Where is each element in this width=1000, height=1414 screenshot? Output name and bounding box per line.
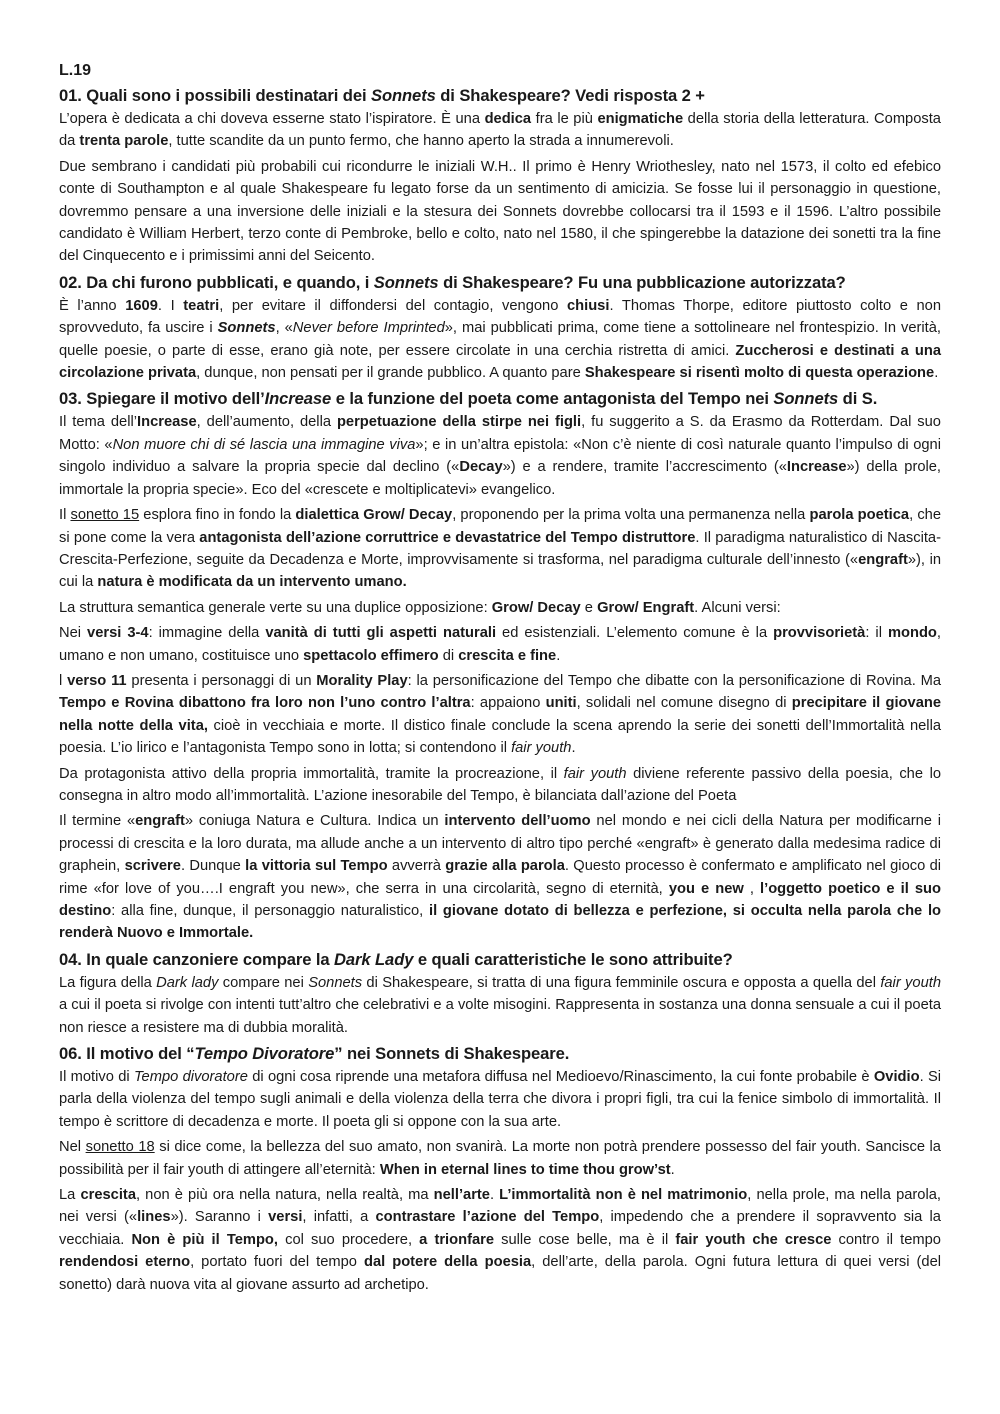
text-segment: si dice come, la bellezza del suo amato, non svanirà. La morte non potrà prendere possesso del fair youth. Sancisce la possibilità per il fair youth di attingere all’eternità:	[59, 1139, 941, 1178]
text-segment: fair youth	[563, 765, 627, 782]
text-segment: , dell’aumento, della	[196, 414, 337, 431]
text-segment: teatri	[183, 297, 220, 314]
text-segment: ») della prole, immortale la propria specie». Eco del «crescete e moltiplicatevi» evangelico.	[59, 459, 942, 498]
text-segment: Decay	[459, 459, 503, 476]
text-segment: Due sembrano i candidati più probabili cui ricondurre le iniziali W.H.. Il primo è Henry Wriothesley, nato nel 1573, il colto ed efebico conte di Southampton e al quale Shakespeare fu legato forse da un sentimento di amicizia. Se fosse lui il personaggio in questione, dovremmo pensare a una inversione delle iniziali e la stesura dei Sonnets dovrebbe collocarsi tra il 1593 e il 1596. L’altro possibile candidato è William Herbert, terzo conte di Pembroke, bello e colto, nato nel 1580, il che spingerebbe la datazione dei sonetti tra la fine del Cinquecento e i primissimi anni del Seicento.	[59, 158, 941, 265]
text-segment: Dark Lady	[334, 949, 414, 969]
text-segment: ,	[743, 880, 761, 897]
question-heading	[59, 84, 941, 108]
text-segment: presenta i personaggi di un	[126, 672, 317, 689]
text-segment: , impedendo che a prendere il sopravvento sia la vecchiaia.	[59, 1209, 941, 1248]
text-segment: Il	[59, 507, 71, 524]
text-segment: Nei	[59, 625, 88, 642]
text-segment: a trionfare	[419, 1231, 495, 1248]
text-segment: , dell’arte, della parola. Ogni futura lettura di quei versi (del sonetto) darà nuova vita al giovane assurto ad archetipo.	[59, 1254, 941, 1293]
text-segment: you e new	[668, 880, 744, 897]
text-segment: chiusi	[566, 297, 610, 314]
text-segment: la vittoria sul Tempo	[245, 858, 388, 875]
text-segment: : alla fine, dunque, il personaggio naturalistico,	[111, 903, 429, 919]
text-segment: dialettica Grow/ Decay	[295, 507, 453, 524]
text-segment: »). Saranno i	[170, 1209, 269, 1226]
text-segment: 1609	[125, 297, 158, 314]
text-segment: Sonnets	[773, 389, 839, 409]
text-segment: : appaiono	[470, 695, 546, 712]
text-segment: , che si pone come la vera	[59, 507, 941, 546]
text-segment: Grow/ Decay	[491, 599, 581, 616]
text-segment: dedica	[484, 111, 532, 127]
sections-container	[59, 84, 941, 1296]
text-segment: di Shakespeare, si tratta di una figura femminile oscura e opposta a quella del	[362, 974, 881, 991]
text-segment: La	[59, 1187, 81, 1204]
text-segment: precipitare il giovane nella notte della vita,	[59, 695, 942, 734]
text-segment: ») e a rendere, tramite l’accrescimento («	[502, 459, 787, 476]
text-segment: .	[556, 647, 561, 664]
text-segment: versi 3-4	[87, 625, 149, 642]
text-segment: avverrà	[387, 858, 446, 875]
document-page	[59, 60, 941, 1299]
text-segment: , «	[275, 320, 293, 337]
text-segment: La struttura semantica generale verte su una duplice opposizione:	[59, 599, 492, 616]
answer-paragraph	[59, 1184, 941, 1296]
text-segment: 03. Spiegare il motivo dell’	[59, 389, 265, 409]
text-segment: 04. In quale canzoniere compare la	[59, 949, 335, 969]
text-segment: di S.	[838, 389, 878, 409]
text-segment: sonetto 18	[85, 1139, 155, 1156]
text-segment: . Dunque	[180, 858, 246, 875]
text-segment: contro il tempo	[831, 1231, 941, 1248]
answer-paragraph	[59, 156, 941, 268]
answer-paragraph	[59, 411, 941, 501]
text-segment: col suo procedere,	[277, 1231, 420, 1248]
text-segment: engraft	[135, 813, 185, 830]
text-segment: versi	[268, 1209, 303, 1226]
answer-paragraph	[59, 504, 941, 594]
text-segment: »), in cui la	[59, 551, 942, 591]
question-heading	[59, 271, 941, 295]
text-segment: 02. Da chi furono pubblicati, e quando, i	[59, 272, 374, 292]
text-segment: trenta parole	[79, 133, 169, 150]
answer-paragraph	[59, 763, 941, 808]
text-segment: nell’arte	[433, 1187, 490, 1204]
text-segment: intervento dell’uomo	[444, 813, 591, 830]
answer-paragraph	[59, 1136, 941, 1181]
text-segment: provvisorietà	[773, 625, 866, 642]
question-heading	[59, 948, 941, 972]
text-segment: Il motivo di	[59, 1069, 134, 1086]
text-segment: , infatti, a	[302, 1209, 376, 1226]
text-segment: : la personificazione del Tempo che dibatte con la personificazione di Rovina. Ma	[407, 672, 941, 689]
text-segment: l	[59, 672, 68, 689]
text-segment: Da protagonista attivo della propria immortalità, tramite la procreazione, il	[59, 765, 564, 782]
text-segment: », mai pubblicati prima, come tiene a sottolineare nel frontespizio. In verità, quelle poesie, o parte di esse, erano già note, per essere circolate in una cerchia ristretta di amici.	[59, 320, 941, 359]
text-segment: e	[580, 599, 598, 616]
text-segment: vanità di tutti gli aspetti naturali	[265, 625, 497, 642]
text-segment: nel mondo e nei cicli della Natura per modificarne i processi di crescita e la loro durata, ma allude anche a un intervento di altro tipo perché «engraft» è generato dalla medesima radice di graphein,	[59, 813, 941, 875]
text-segment: , portato fuori del tempo	[190, 1254, 364, 1271]
text-segment: 01. Quali sono i possibili destinatari dei	[59, 86, 371, 105]
text-segment: . Il paradigma naturalistico di Nascita-Crescita-Perfezione, seguite da Decadenza e Morte, improvvisamente si trasforma, nel paradigma culturale dell’innesto («	[59, 529, 941, 568]
text-segment: grazie alla parola	[445, 858, 565, 875]
text-segment: .	[571, 740, 576, 757]
answer-paragraph	[59, 1066, 941, 1133]
question-heading	[59, 387, 941, 411]
text-segment: compare nei	[218, 974, 309, 991]
text-segment: fair youth	[880, 974, 941, 991]
text-segment: .	[489, 1187, 500, 1204]
text-segment: di Shakespeare? Vedi risposta 2 +	[435, 86, 705, 105]
text-segment: sulle cose belle, ma è il	[494, 1231, 676, 1248]
text-segment: Sonnets	[370, 86, 436, 105]
answer-paragraph	[59, 597, 941, 619]
text-segment: , tutte scandite da un punto fermo, che hanno aperto la strada a innumerevoli.	[168, 133, 674, 150]
text-segment: . I	[157, 297, 184, 314]
text-segment: a cui il poeta si rivolge con intenti tutt’altro che celebrativi e a volte misogini. Rappresenta in sostanza una donna sensuale a cui il poeta non riesce a resistere ma di dubbia moralità.	[59, 997, 941, 1036]
text-segment: esplora fino in fondo la	[139, 507, 296, 524]
text-segment: Tempo e Rovina dibattono fra loro non l’uno contro l’altra	[59, 695, 471, 712]
text-segment: dal potere della poesia	[363, 1254, 532, 1271]
text-segment: Il termine «	[59, 813, 136, 830]
text-segment: Morality Play	[316, 672, 408, 689]
text-segment: perpetuazione della stirpe nei figli	[336, 414, 582, 431]
text-segment: sonetto 15	[70, 507, 140, 524]
text-segment: , dunque, non pensati per il grande pubblico. A quanto pare	[196, 365, 585, 382]
text-segment: ed esistenziali. L’elemento comune è la	[496, 625, 774, 642]
answer-paragraph	[59, 670, 941, 760]
text-segment: . Alcuni versi:	[694, 599, 781, 616]
text-segment: fair youth che cresce	[675, 1231, 832, 1248]
text-segment: »; e in un’altra epistola: «Non c’è niente di così naturale quanto l’impulso di ogni singolo individuo a salvare la propria specie dal declino («	[59, 436, 941, 476]
text-segment: L’opera è dedicata a chi doveva esserne stato l’ispiratore. È una	[59, 111, 485, 127]
text-segment: diviene referente passivo della poesia, che lo consegna in altro modo all’immortalità. L’azione inesorabile del Tempo, è bilanciata dall’azione del Poeta	[59, 765, 941, 804]
question-heading	[59, 1042, 941, 1066]
text-segment: crescita	[80, 1187, 136, 1204]
text-segment: e la funzione del poeta come antagonista del Tempo nei	[331, 389, 774, 409]
text-segment: . Thomas Thorpe, editore piuttosto colto e non sprovveduto, fa uscire i	[59, 297, 941, 337]
text-segment: l’oggetto poetico e il suo destino	[59, 880, 941, 919]
text-segment: crescita e fine	[458, 647, 557, 664]
text-segment: Increase	[264, 389, 332, 409]
text-segment: enigmatiche	[597, 111, 684, 127]
text-segment: verso 11	[67, 672, 127, 689]
text-segment: Dark lady	[156, 974, 219, 991]
text-segment: , per evitare il diffondersi del contagio, vengono	[219, 297, 567, 314]
text-segment: Il tema dell’	[59, 414, 138, 431]
text-segment: cioè in vecchiaia e morte. Il distico finale conclude la scena aprendo la serie dei sonetti dell’Immortalità nella poesia. L’io lirico e l’antagonista Tempo sono in lotta; si contendono il	[59, 717, 941, 757]
text-segment: 06. Il motivo del “	[59, 1044, 195, 1064]
text-segment: .	[934, 365, 939, 382]
answer-paragraph	[59, 972, 941, 1039]
text-segment: natura è modificata da un intervento umano.	[97, 574, 407, 591]
text-segment: Non è più il Tempo,	[131, 1231, 278, 1248]
text-segment: il giovane dotato di bellezza e perfezione, si occulta nella parola che lo renderà Nuovo e Immortale.	[59, 903, 941, 942]
text-segment: , non è più ora nella natura, nella realtà, ma	[135, 1187, 434, 1204]
text-segment: : il	[865, 625, 888, 642]
text-segment: contrastare l’azione del Tempo	[375, 1209, 600, 1226]
text-segment: L’immortalità non è nel matrimonio	[499, 1187, 748, 1204]
document-code: L.19	[59, 62, 92, 79]
text-segment: scrivere	[124, 858, 181, 875]
text-segment: della storia della letteratura. Composta da	[59, 111, 941, 150]
text-segment: When in eternal lines to time thou grow’st	[379, 1161, 671, 1178]
text-segment: Increase	[786, 459, 847, 476]
text-segment: .	[670, 1161, 675, 1178]
text-segment: , fu suggerito a S. da Erasmo da Rotterdam. Dal suo Motto: «	[59, 414, 941, 453]
text-segment: engraft	[858, 551, 908, 568]
answer-paragraph	[59, 622, 941, 667]
answer-paragraph	[59, 810, 941, 944]
text-segment: Never before Imprinted	[292, 320, 445, 337]
text-segment: fra le più	[531, 111, 598, 127]
text-segment: , nella prole, ma nella parola, nei versi («	[59, 1187, 941, 1226]
text-segment: di Shakespeare? Fu una pubblicazione autorizzata?	[438, 272, 846, 292]
text-segment: , proponendo per la prima volta una permanenza nella	[452, 507, 810, 524]
text-segment: Non muore chi di sé lascia una immagine viva	[112, 436, 416, 453]
text-segment: spettacolo effimero	[303, 647, 439, 664]
text-segment: Tempo divoratore	[133, 1069, 248, 1086]
text-segment: , solidali nel comune disegno di	[576, 695, 792, 712]
text-segment: di ogni cosa riprende una metafora diffusa nel Medioevo/Rinascimento, la cui fonte probabile è	[247, 1069, 874, 1086]
text-segment: parola poetica	[809, 507, 910, 524]
text-segment: . Si parla della violenza del tempo sugli animali e della violenza della terra che divora i propri figli, tra cui la fenice simbolo di immortalità. Il tempo è scrittore di decadenza e morte. Il poeta gli si oppone con la sua arte.	[59, 1069, 941, 1130]
text-segment: di	[438, 647, 459, 664]
text-segment: Nel	[59, 1139, 86, 1156]
text-segment: È l’anno	[59, 297, 126, 314]
text-segment: Sonnets	[217, 320, 276, 337]
text-segment: mondo	[887, 625, 937, 642]
text-segment: , umano e non umano, costituisce uno	[59, 625, 941, 664]
text-segment: uniti	[545, 695, 577, 712]
text-segment: fair youth	[511, 740, 572, 757]
text-segment: Shakespeare si risentì molto di questa operazione	[584, 365, 935, 382]
text-segment: Sonnets	[308, 974, 363, 991]
text-segment: ” nei Sonnets di Shakespeare.	[334, 1044, 570, 1064]
text-segment: Grow/ Engraft	[597, 599, 695, 616]
text-segment: . Questo processo è confermato e amplificato nel gioco di rime «for love of you….I engraft you new», che serra in una circolarità, segno di eternità,	[59, 858, 942, 897]
text-segment: Increase	[137, 414, 197, 431]
answer-paragraph	[59, 295, 941, 385]
text-segment: Tempo Divoratore	[194, 1044, 335, 1064]
text-segment: » coniuga Natura e Cultura. Indica un	[184, 813, 445, 830]
text-segment: Sonnets	[373, 272, 439, 292]
text-segment: : immagine della	[148, 625, 266, 642]
text-segment: antagonista dell’azione corruttrice e devastatrice del Tempo distruttore	[199, 529, 696, 546]
text-segment: Zuccherosi e destinati a una circolazione privata	[59, 342, 941, 382]
text-segment: e quali caratteristiche le sono attribuite?	[413, 949, 733, 969]
text-segment: Ovidio	[873, 1069, 920, 1086]
text-segment: lines	[137, 1209, 171, 1226]
text-segment: La figura della	[59, 974, 157, 991]
text-segment: rendendosi eterno	[59, 1254, 191, 1271]
answer-paragraph	[59, 108, 941, 153]
